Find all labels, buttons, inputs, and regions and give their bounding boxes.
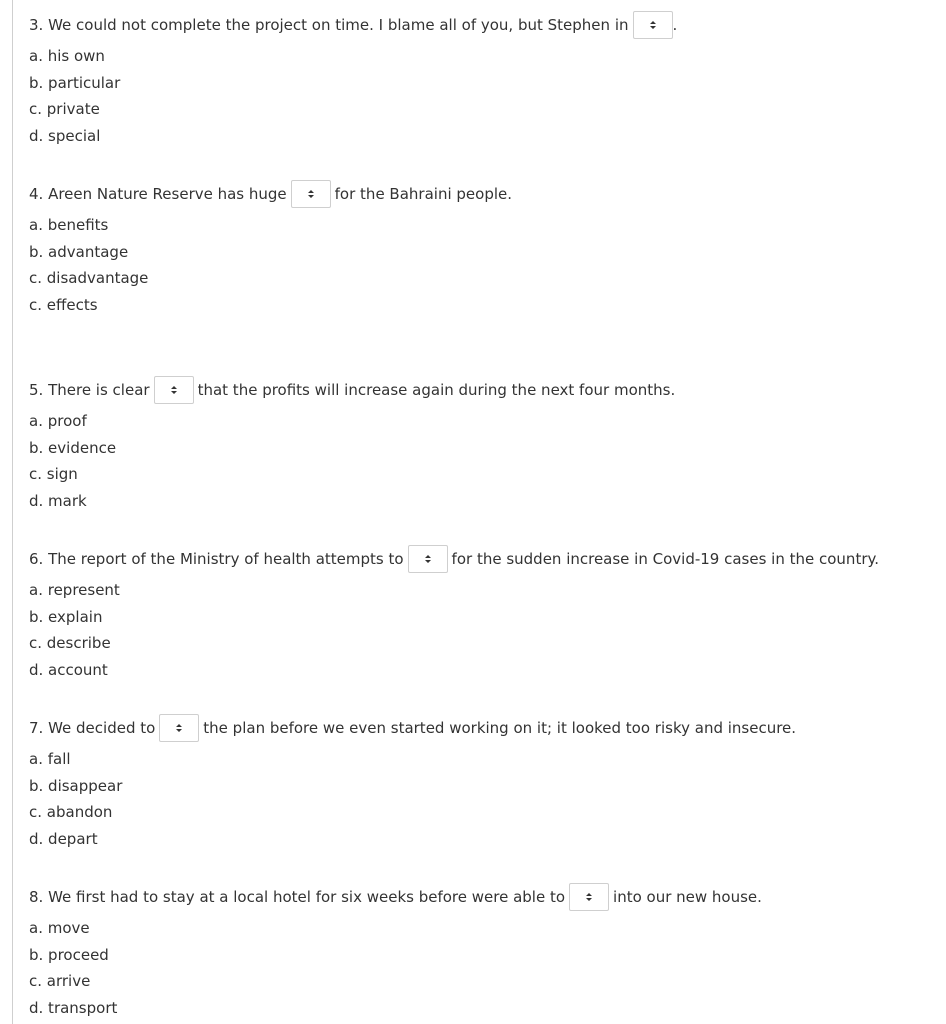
answer-options: [29, 43, 926, 149]
question-text-before: 3. We could not complete the project on time. I blame all of you, but Stephen in: [29, 16, 629, 34]
option-item: a. fall: [29, 750, 71, 768]
question-stem: [29, 714, 926, 742]
answer-dropdown[interactable]: [291, 180, 331, 208]
question-stem: [29, 180, 926, 208]
answer-options: [29, 212, 926, 318]
left-border-rule: [12, 0, 13, 1024]
question-stem: [29, 376, 926, 404]
option-item: b. explain: [29, 607, 103, 626]
question-text-after: .: [672, 16, 678, 34]
option-item: c. describe: [29, 634, 111, 652]
question-text-after: that the profits will increase again during the next four months.: [197, 381, 676, 399]
option-item: c. arrive: [29, 972, 91, 990]
option-item: a. proof: [29, 412, 87, 430]
up-down-caret-icon: [175, 723, 183, 733]
question-8: [29, 883, 926, 1021]
up-down-caret-icon: [170, 385, 178, 395]
option-item: d. mark: [29, 491, 87, 510]
option-item: d. depart: [29, 829, 98, 848]
question-text-after: for the Bahraini people.: [334, 185, 513, 203]
question-text-before: 4. Areen Nature Reserve has huge: [29, 185, 287, 203]
up-down-caret-icon: [424, 554, 432, 564]
option-item: b. particular: [29, 73, 121, 92]
option-item: b. proceed: [29, 945, 109, 964]
up-down-caret-icon: [649, 20, 657, 30]
option-item: c. disadvantage: [29, 269, 149, 287]
answer-options: [29, 915, 926, 1021]
up-down-caret-icon: [585, 892, 593, 902]
question-5: [29, 376, 926, 514]
option-item: b. evidence: [29, 438, 117, 457]
answer-dropdown[interactable]: [633, 11, 673, 39]
answer-dropdown[interactable]: [159, 714, 199, 742]
answer-options: [29, 577, 926, 683]
option-item: c. private: [29, 100, 100, 118]
question-text-after: into our new house.: [613, 888, 762, 906]
option-item: d. special: [29, 126, 101, 145]
question-stem: [29, 11, 926, 39]
answer-dropdown[interactable]: [408, 545, 448, 573]
option-item: b. disappear: [29, 776, 123, 795]
answer-dropdown[interactable]: [569, 883, 609, 911]
answer-options: [29, 408, 926, 514]
option-item: a. move: [29, 919, 90, 937]
question-3: [29, 11, 926, 149]
answer-dropdown[interactable]: [154, 376, 194, 404]
up-down-caret-icon: [307, 189, 315, 199]
question-text-before: 8. We first had to stay at a local hotel for six weeks before were able to: [29, 888, 566, 906]
question-6: [29, 545, 926, 683]
answer-options: [29, 746, 926, 852]
question-4: [29, 180, 926, 318]
question-text-before: 7. We decided to: [29, 719, 156, 737]
question-text-before: 6. The report of the Ministry of health attempts to: [29, 550, 404, 568]
question-stem: [29, 545, 926, 573]
option-item: a. benefits: [29, 216, 109, 234]
option-item: c. sign: [29, 465, 78, 483]
option-item: d. transport: [29, 998, 118, 1017]
option-item: d. account: [29, 660, 108, 679]
option-item: b. advantage: [29, 242, 129, 261]
question-text-after: for the sudden increase in Covid-19 cases in the country.: [451, 550, 879, 568]
question-7: [29, 714, 926, 852]
option-item: a. represent: [29, 581, 120, 599]
option-item: c. effects: [29, 295, 98, 314]
option-item: c. abandon: [29, 803, 113, 821]
question-text-before: 5. There is clear: [29, 381, 150, 399]
option-item: a. his own: [29, 47, 105, 65]
question-stem: [29, 883, 926, 911]
question-text-after: the plan before we even started working on it; it looked too risky and insecure.: [203, 719, 797, 737]
